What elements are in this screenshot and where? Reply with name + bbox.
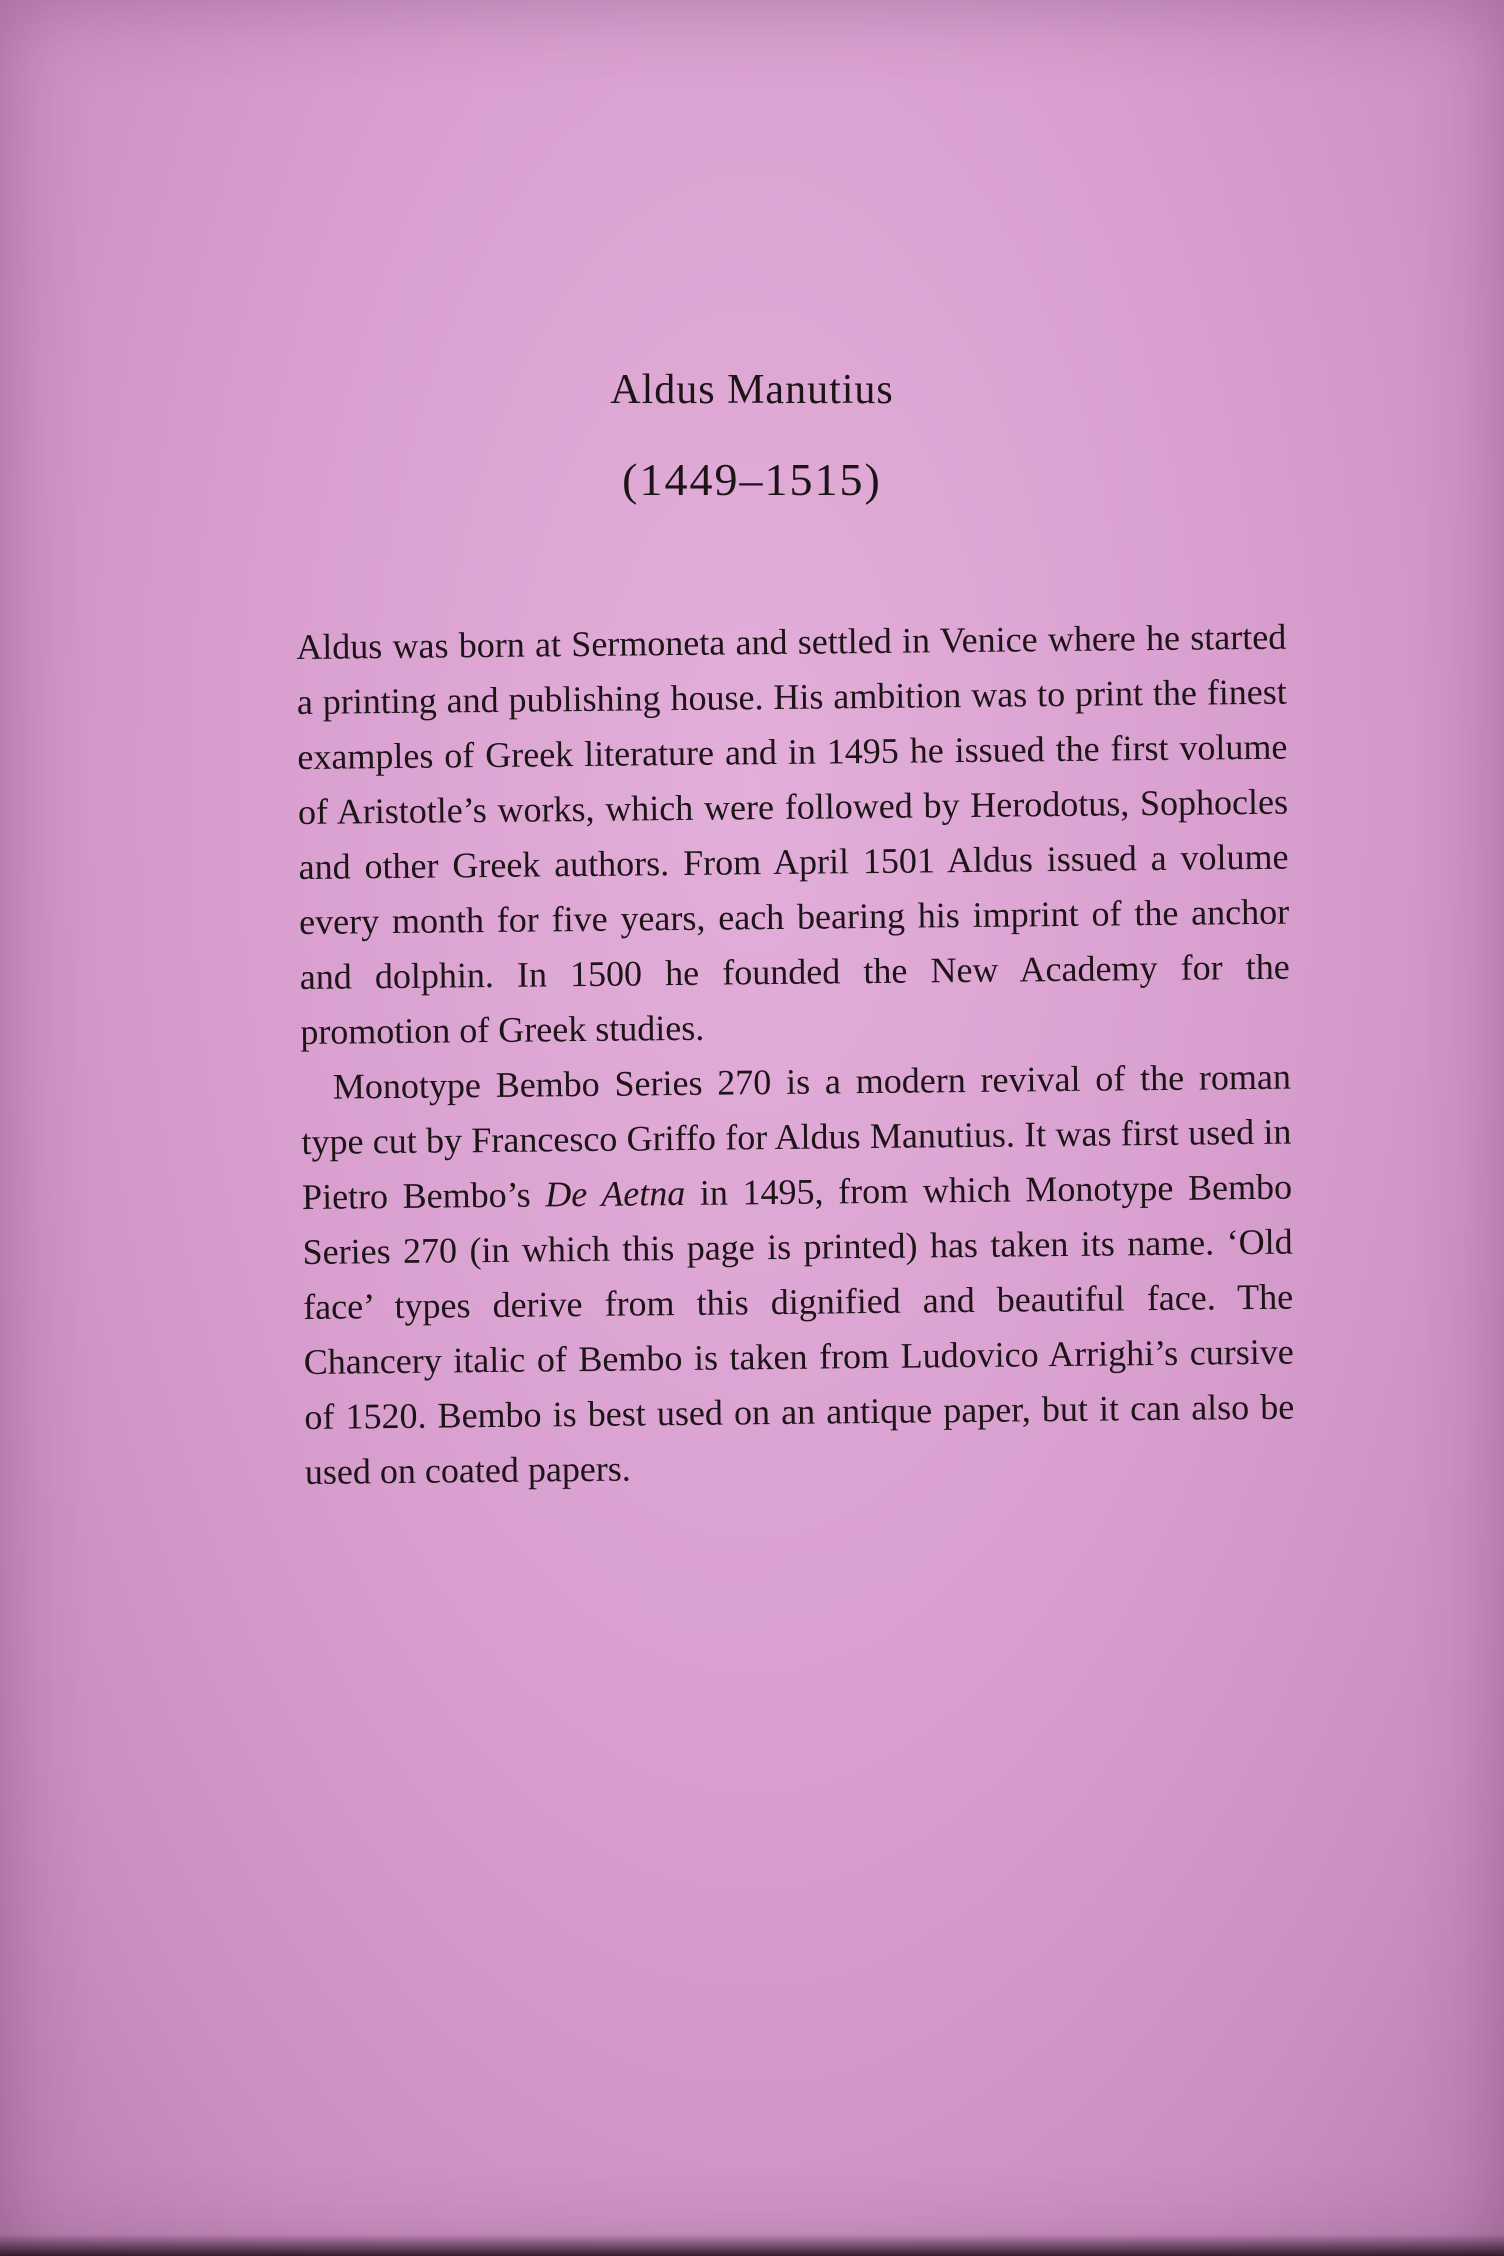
page-title: Aldus Manutius: [610, 367, 894, 413]
heading-block: [0, 360, 1504, 510]
de-aetna-italic-title: De Aetna: [545, 1172, 686, 1215]
paragraph-bembo-text-start: Monotype Bembo Series 270 is a modern revival of the roman type cut by Francesco Griffo for Aldus Manutius. It was first used in Pietro Bembo’s: [301, 1056, 1292, 1217]
body-text: [296, 610, 1295, 1500]
life-dates: (1449–1515): [622, 454, 882, 505]
paragraph-aldus-biography: Aldus was born at Sermoneta and settled in Venice where he started a printing and publishing house. His ambition was to print the finest examples of Greek literature and in 1495 he issued the first volume of Aristotle’s works, which were followed by Herodotus, Sophocles and other Greek authors. From April 1501 Aldus issued a volume every month for five years, each bearing his imprint of the anchor and dolphin. In 1500 he founded the New Academy for the promotion of Greek studies.: [296, 616, 1290, 1052]
paragraph-bembo-typeface: [301, 1050, 1296, 1500]
paragraph-bembo-text-end: in 1495, from which Monotype Bembo Series 270 (in which this page is printed) has taken its name. ‘Old face’ types derive from this dignified and beautiful face. The Chancery italic of Bembo is taken from Ludovico Arrighi’s cursive of 1520. Bembo is best used on an antique paper, but it can also be used on coated papers.: [302, 1166, 1295, 1492]
